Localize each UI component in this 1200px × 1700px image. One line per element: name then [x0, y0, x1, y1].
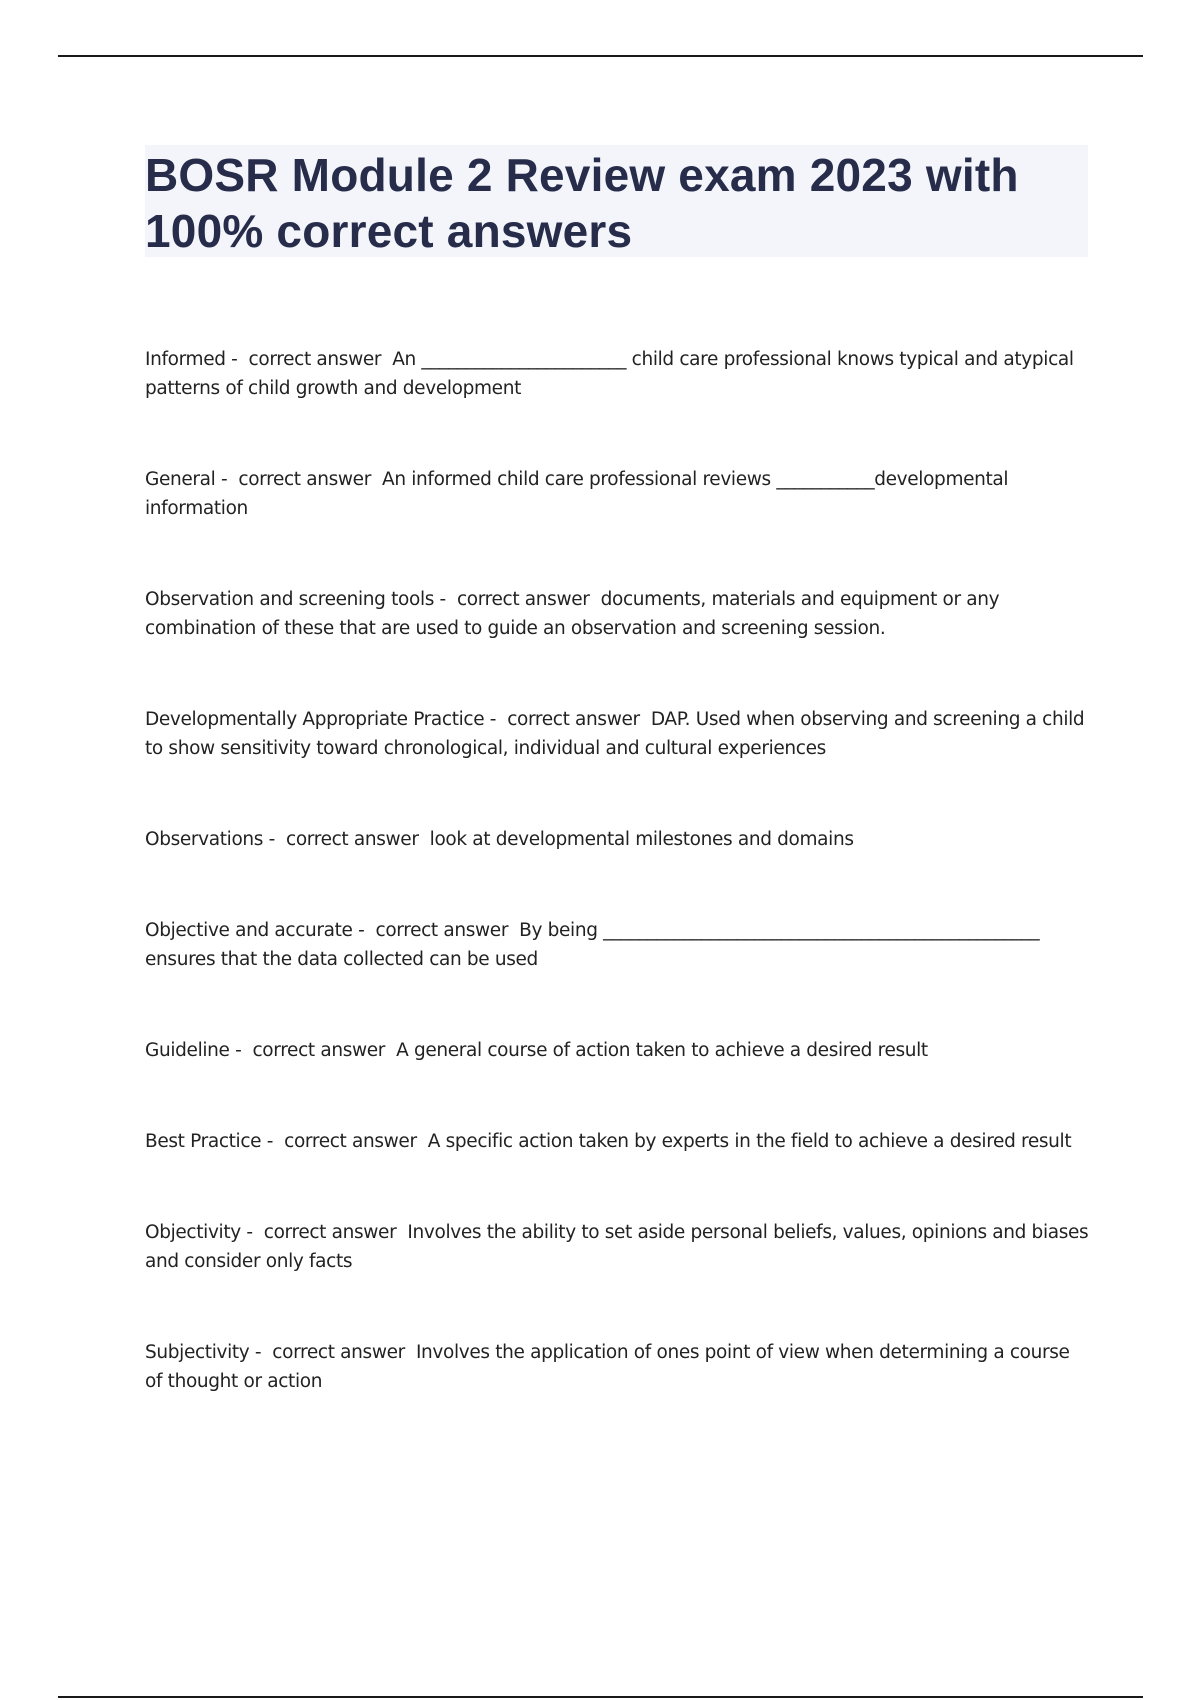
- qa-term: Developmentally Appropriate Practice: [145, 709, 485, 730]
- qa-term: Guideline: [145, 1040, 230, 1061]
- qa-term: Objectivity: [145, 1222, 241, 1243]
- qa-answer: DAP. Used when observing and screening a child to show sensitivity toward chronological, individual and cultural experiences: [145, 709, 1085, 759]
- footer-rule: [58, 1696, 1143, 1698]
- qa-separator: - correct answer: [229, 1040, 397, 1061]
- qa-answer: A general course of action taken to achieve a desired result: [396, 1040, 928, 1061]
- qa-separator: - correct answer: [352, 920, 520, 941]
- qa-item: [145, 916, 1090, 974]
- qa-separator: - correct answer: [434, 589, 601, 610]
- qa-item: [145, 345, 1090, 403]
- qa-item: [145, 1127, 1090, 1156]
- qa-item: [145, 1218, 1090, 1276]
- qa-answer: Involves the application of ones point of view when determining a course of thought or action: [145, 1342, 1070, 1392]
- qa-separator: - correct answer: [240, 1222, 408, 1243]
- qa-answer: A specific action taken by experts in the field to achieve a desired result: [427, 1131, 1072, 1152]
- qa-list: [145, 345, 1090, 1458]
- qa-item: [145, 825, 1090, 854]
- qa-answer: By being _________________________________________________ ensures that the data collected can be used: [145, 920, 1040, 970]
- qa-answer: Involves the ability to set aside personal beliefs, values, opinions and biases and consider only facts: [145, 1222, 1089, 1272]
- qa-answer: look at developmental milestones and domains: [429, 829, 854, 850]
- qa-answer: An _______________________ child care professional knows typical and atypical patterns of child growth and development: [145, 349, 1074, 399]
- document-title: BOSR Module 2 Review exam 2023 with 100% correct answers: [145, 149, 1019, 257]
- qa-separator: - correct answer: [484, 709, 651, 730]
- qa-item: [145, 465, 1090, 523]
- qa-term: Informed: [145, 349, 226, 370]
- qa-item: [145, 1338, 1090, 1396]
- qa-item: [145, 705, 1090, 763]
- qa-separator: - correct answer: [215, 469, 383, 490]
- qa-separator: - correct answer: [249, 1342, 416, 1363]
- qa-answer: An informed child care professional reviews ___________developmental information: [145, 469, 1009, 519]
- qa-term: Observation and screening tools: [145, 589, 435, 610]
- qa-separator: - correct answer: [261, 1131, 428, 1152]
- qa-separator: - correct answer: [263, 829, 430, 850]
- header-rule: [58, 55, 1143, 57]
- qa-item: [145, 585, 1090, 643]
- qa-term: Objective and accurate: [145, 920, 353, 941]
- qa-item: [145, 1036, 1090, 1065]
- qa-term: Subjectivity: [145, 1342, 250, 1363]
- qa-term: Observations: [145, 829, 264, 850]
- qa-separator: - correct answer: [225, 349, 393, 370]
- qa-answer: documents, materials and equipment or any combination of these that are used to guide an observation and screening session.: [145, 589, 1000, 639]
- qa-term: General: [145, 469, 216, 490]
- qa-term: Best Practice: [145, 1131, 262, 1152]
- title-block: [145, 145, 1088, 257]
